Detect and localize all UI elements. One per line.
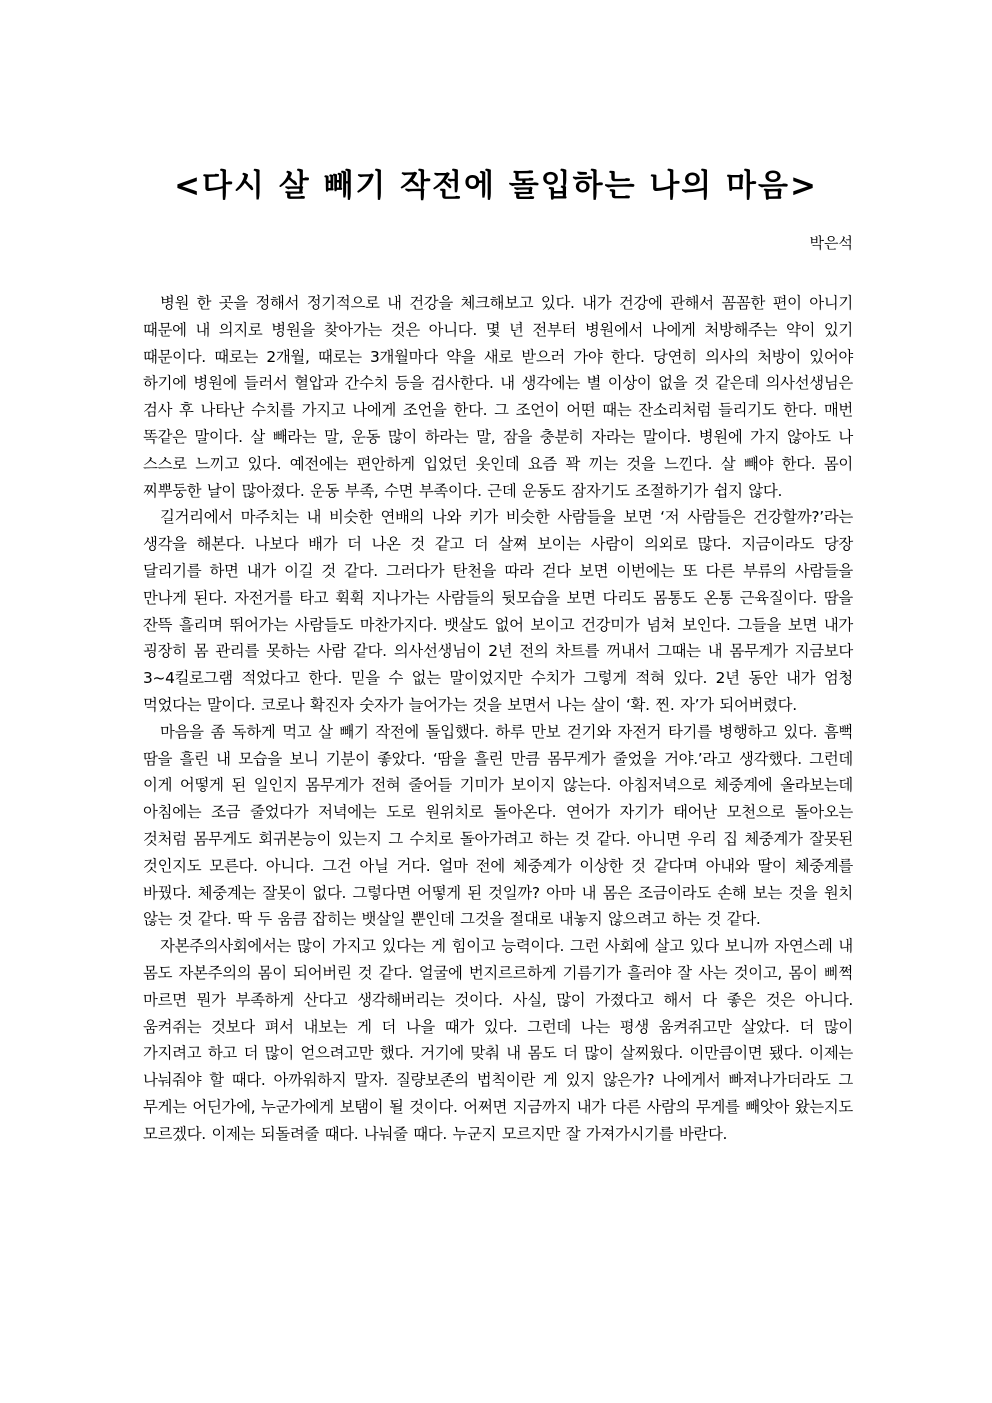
paragraph-2: 길거리에서 마주치는 내 비슷한 연배의 나와 키가 비슷한 사람들을 보면 ‘저 사람들은 건강할까?’라는 생각을 해본다. 나보다 배가 더 나온 것 같고 더 살쪄 보이는 사람이 의외로 많다. 지금이라도 당장 달리기를 하면 내가 이길 것 같다. 그러다가 탄천을 따라 걷다 보면 이번에는 또 다른 부류의 사람들을 만나게 된다. 자전거를 타고 휙휙 지나가는 사람들의 뒷모습을 보면 다리도 몸통도 온통 근육질이다. 땀을 잔뜩 흘리며 뛰어가는 사람들도 마찬가지다. 뱃살도 없어 보이고 건강미가 넘쳐 보인다. 그들을 보면 내가 굉장히 몸 관리를 못하는 사람 같다. 의사선생님이 2년 전의 차트를 꺼내서 그때는 내 몸무게가 지금보다 3~4킬로그램 적었다고 한다. 믿을 수 없는 말이었지만 수치가 그렇게 적혀 있다. 2년 동안 내가 엄청 먹었다는 말이다. 코로나 확진자 숫자가 늘어가는 것을 보면서 나는 살이 ‘확. 찐. 자’가 되어버렸다. — [143, 508, 853, 714]
document-body — [143, 290, 853, 1148]
author-name: 박은석 — [809, 234, 853, 252]
paragraph-1: 병원 한 곳을 정해서 정기적으로 내 건강을 체크해보고 있다. 내가 건강에 관해서 꼼꼼한 편이 아니기 때문에 내 의지로 병원을 찾아가는 것은 아니다. 몇 년 전부터 병원에서 나에게 처방해주는 약이 있기 때문이다. 때로는 2개월, 때로는 3개월마다 약을 새로 받으러 가야 한다. 당연히 의사의 처방이 있어야 하기에 병원에 들러서 혈압과 간수치 등을 검사한다. 내 생각에는 별 이상이 없을 것 같은데 의사선생님은 검사 후 나타난 수치를 가지고 나에게 조언을 한다. 그 조언이 어떤 때는 잔소리처럼 들리기도 한다. 매번 똑같은 말이다. 살 빼라는 말, 운동 많이 하라는 말, 잠을 충분히 자라는 말이다. 병원에 가지 않아도 나 스스로 느끼고 있다. 예전에는 편안하게 입었던 옷인데 요즘 꽉 끼는 것을 느낀다. 살 빼야 한다. 몸이 찌뿌둥한 날이 많아졌다. 운동 부족, 수면 부족이다. 근데 운동도 잠자기도 조절하기가 쉽지 않다. — [143, 294, 853, 500]
document-title: <다시 살 빼기 작전에 돌입하는 나의 마음> — [174, 168, 818, 204]
paragraph-3: 마음을 좀 독하게 먹고 살 빼기 작전에 돌입했다. 하루 만보 걷기와 자전거 타기를 병행하고 있다. 흠뻑 땀을 흘린 내 모습을 보니 기분이 좋았다. ‘땀을 흘린 만큼 몸무게가 줄었을 거야.’라고 생각했다. 그런데 이게 어떻게 된 일인지 몸무게가 전혀 줄어들 기미가 보이지 않는다. 아침저녁으로 체중계에 올라보는데 아침에는 조금 줄었다가 저녁에는 도로 원위치로 돌아온다. 연어가 자기가 태어난 모천으로 돌아오는 것처럼 몸무게도 회귀본능이 있는지 그 수치로 돌아가려고 하는 것 같다. 아니면 우리 집 체중계가 잘못된 것인지도 모른다. 아니다. 그건 아닐 거다. 얼마 전에 체중계가 이상한 것 같다며 아내와 딸이 체중계를 바꿨다. 체중계는 잘못이 없다. 그렇다면 어떻게 된 것일까? 아마 내 몸은 조금이라도 손해 보는 것을 원치 않는 것 같다. 딱 두 움큼 잡히는 뱃살일 뿐인데 그것을 절대로 내놓지 않으려고 하는 것 같다. — [143, 722, 853, 929]
paragraph-4: 자본주의사회에서는 많이 가지고 있다는 게 힘이고 능력이다. 그런 사회에 살고 있다 보니까 자연스레 내 몸도 자본주의의 몸이 되어버린 것 같다. 얼굴에 번지르르하게 기름기가 흘러야 잘 사는 것이고, 몸이 삐쩍 마르면 뭔가 부족하게 산다고 생각해버리는 것이다. 사실, 많이 가졌다고 해서 다 좋은 것은 아니다. 움켜쥐는 것보다 펴서 내보는 게 더 나을 때가 있다. 그런데 나는 평생 움켜쥐고만 살았다. 더 많이 가지려고 하고 더 많이 얻으려고만 했다. 거기에 맞춰 내 몸도 더 많이 살찌웠다. 이만큼이면 됐다. 이제는 나눠줘야 할 때다. 아까워하지 말자. 질량보존의 법칙이란 게 있지 않은가? 나에게서 빠져나가더라도 그 무게는 어딘가에, 누군가에게 보탬이 될 것이다. 어쩌면 지금까지 내가 다른 사람의 무게를 빼앗아 왔는지도 모르겠다. 이제는 되돌려줄 때다. 나눠줄 때다. 누군지 모르지만 잘 가져가시기를 바란다. — [143, 937, 853, 1143]
